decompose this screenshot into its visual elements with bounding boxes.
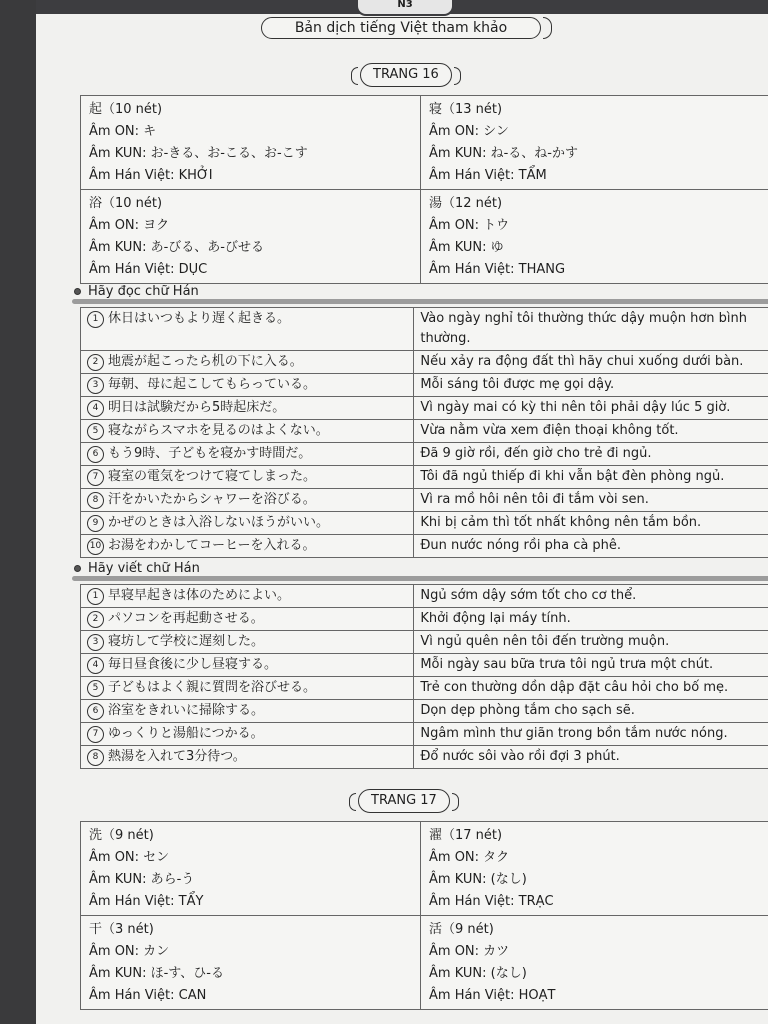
table-row [81, 631, 768, 654]
kanji-card [81, 822, 421, 916]
vi-translation: Đun nước nóng rồi pha cà phê. [414, 535, 768, 558]
jp-sentence-cell [81, 535, 414, 558]
vi-translation: Dọn dẹp phòng tắm cho sạch sẽ. [414, 700, 768, 723]
kanji-head: 活（9 nét) [429, 922, 494, 937]
jp-sentence-cell [81, 512, 414, 535]
item-number: 9 [87, 515, 104, 532]
jp-sentence-cell [81, 466, 414, 489]
jp-sentence: ゆっくりと湯船につかる。 [108, 726, 264, 741]
table-row [81, 723, 768, 746]
table-row [81, 677, 768, 700]
page-header-title: Bản dịch tiếng Việt tham khảo [261, 17, 541, 39]
item-number: 1 [87, 311, 104, 328]
reading-table-body [81, 308, 768, 558]
reading-table [80, 307, 768, 558]
jp-sentence-cell [81, 677, 414, 700]
kanji-grid-17 [80, 821, 768, 1010]
kanji-head: 湯（12 nét) [429, 196, 503, 211]
jp-sentence: 休日はいつもより遅く起きる。 [108, 311, 291, 326]
section-title-reading [72, 284, 768, 300]
jp-sentence-cell [81, 397, 414, 420]
jp-sentence: 早寝早起きは体のためによい。 [108, 588, 291, 603]
vi-translation: Nếu xảy ra động đất thì hãy chui xuống dưới bàn. [414, 351, 768, 374]
vi-translation: Vào ngày nghỉ tôi thường thức dậy muộn hơn bình thường. [414, 308, 768, 351]
jp-sentence-cell [81, 585, 414, 608]
table-row [81, 420, 768, 443]
item-number: 7 [87, 469, 104, 486]
bullet-icon [74, 565, 81, 572]
item-number: 1 [87, 588, 104, 605]
vi-translation: Đổ nước sôi vào rồi đợi 3 phút. [414, 746, 768, 769]
jp-sentence: 浴室をきれいに掃除する。 [108, 703, 265, 718]
jp-sentence-cell [81, 631, 414, 654]
jp-sentence: 子どもはよく親に質問を浴びせる。 [108, 680, 317, 695]
item-number: 3 [87, 377, 104, 394]
table-row [81, 700, 768, 723]
kanji-card [421, 822, 768, 916]
kanji-head: 洗（9 nét) [89, 828, 154, 843]
jp-sentence-cell [81, 608, 414, 631]
item-number: 5 [87, 423, 104, 440]
jp-sentence-cell [81, 654, 414, 677]
jp-sentence: 地震が起こったら机の下に入る。 [108, 354, 303, 369]
writing-table-body [81, 585, 768, 769]
vi-translation: Khi bị cảm thì tốt nhất không nên tắm bồn. [414, 512, 768, 535]
kanji-hanviet: Âm Hán Việt: TẨY [89, 894, 204, 909]
item-number: 2 [87, 611, 104, 628]
workbook-page [36, 0, 768, 1024]
vi-translation: Ngủ sớm dậy sớm tốt cho cơ thể. [414, 585, 768, 608]
table-row [81, 443, 768, 466]
kanji-head: 起（10 nét) [89, 102, 163, 117]
jp-sentence: 毎日昼食後に少し昼寝する。 [108, 657, 278, 672]
item-number: 8 [87, 749, 104, 766]
table-row [81, 374, 768, 397]
kanji-head: 濯（17 nét) [429, 828, 503, 843]
jp-sentence-cell [81, 420, 414, 443]
section-bar [72, 299, 768, 304]
vi-translation: Vừa nằm vừa xem điện thoại không tốt. [414, 420, 768, 443]
kanji-card [81, 190, 421, 283]
kanji-hanviet: Âm Hán Việt: HOẠT [429, 988, 556, 1003]
jp-sentence-cell [81, 700, 414, 723]
section-title-text: Hãy viết chữ Hán [88, 561, 200, 576]
level-badge: N3 [356, 0, 454, 16]
kanji-grid-16 [80, 95, 768, 284]
kanji-on: Âm ON: セン [89, 850, 170, 865]
item-number: 5 [87, 680, 104, 697]
kanji-on: Âm ON: トウ [429, 218, 510, 233]
vi-translation: Mỗi sáng tôi được mẹ gọi dậy. [414, 374, 768, 397]
vi-translation: Khởi động lại máy tính. [414, 608, 768, 631]
kanji-on: Âm ON: キ [89, 124, 157, 139]
item-number: 8 [87, 492, 104, 509]
vi-translation: Trẻ con thường dồn dập đặt câu hỏi cho bố mẹ. [414, 677, 768, 700]
table-row [81, 654, 768, 677]
jp-sentence: もう9時、子どもを寝かす時間だ。 [108, 446, 312, 461]
item-number: 6 [87, 703, 104, 720]
jp-sentence-cell [81, 351, 414, 374]
vi-translation: Vì ngủ quên nên tôi đến trường muộn. [414, 631, 768, 654]
jp-sentence: かぜのときは入浴しないほうがいい。 [108, 515, 330, 530]
vi-translation: Vì ngày mai có kỳ thi nên tôi phải dậy lúc 5 giờ. [414, 397, 768, 420]
item-number: 4 [87, 657, 104, 674]
kanji-kun: Âm KUN: あ-びる、あ-びせる [89, 240, 264, 255]
table-row [81, 535, 768, 558]
table-row [81, 512, 768, 535]
kanji-on: Âm ON: シン [429, 124, 509, 139]
kanji-kun: Âm KUN: (なし) [429, 966, 527, 981]
jp-sentence-cell [81, 746, 414, 769]
jp-sentence-cell [81, 443, 414, 466]
jp-sentence-cell [81, 489, 414, 512]
item-number: 7 [87, 726, 104, 743]
kanji-hanviet: Âm Hán Việt: CAN [89, 988, 207, 1003]
writing-table [80, 584, 768, 769]
kanji-card [421, 916, 768, 1009]
table-row [81, 351, 768, 374]
kanji-head: 浴（10 nét) [89, 196, 163, 211]
jp-sentence: 寝坊して学校に遅刻した。 [108, 634, 265, 649]
vi-translation: Vì ra mồ hôi nên tôi đi tắm vòi sen. [414, 489, 768, 512]
kanji-kun: Âm KUN: ゆ [429, 240, 504, 255]
vi-translation: Mỗi ngày sau bữa trưa tôi ngủ trưa một chút. [414, 654, 768, 677]
table-row [81, 746, 768, 769]
page-label-17: TRANG 17 [358, 789, 450, 813]
kanji-on: Âm ON: カン [89, 944, 170, 959]
table-row [81, 585, 768, 608]
section-title-writing [72, 561, 768, 577]
table-row [81, 489, 768, 512]
kanji-hanviet: Âm Hán Việt: THANG [429, 262, 566, 277]
kanji-kun: Âm KUN: (なし) [429, 872, 527, 887]
table-row [81, 608, 768, 631]
kanji-hanviet: Âm Hán Việt: TẨM [429, 168, 547, 183]
kanji-kun: Âm KUN: ね-る、ね-かす [429, 146, 578, 161]
page-label-16: TRANG 16 [360, 63, 452, 87]
jp-sentence-cell [81, 723, 414, 746]
jp-sentence: 寝ながらスマホを見るのはよくない。 [108, 423, 329, 438]
kanji-hanviet: Âm Hán Việt: DỤC [89, 262, 208, 277]
item-number: 4 [87, 400, 104, 417]
jp-sentence: 汗をかいたからシャワーを浴びる。 [108, 492, 316, 507]
kanji-card [421, 190, 768, 283]
kanji-on: Âm ON: ヨク [89, 218, 170, 233]
table-row [81, 466, 768, 489]
kanji-hanviet: Âm Hán Việt: TRẠC [429, 894, 554, 909]
kanji-on: Âm ON: タク [429, 850, 510, 865]
jp-sentence: 寝室の電気をつけて寝てしまった。 [108, 469, 317, 484]
kanji-hanviet: Âm Hán Việt: KHỞI [89, 168, 213, 183]
kanji-card [81, 96, 421, 190]
jp-sentence: 熱湯を入れて3分待つ。 [108, 749, 246, 764]
kanji-card [421, 96, 768, 190]
item-number: 3 [87, 634, 104, 651]
jp-sentence: 明日は試験だから5時起床だ。 [108, 400, 286, 415]
jp-sentence: 毎朝、母に起こしてもらっている。 [108, 377, 317, 392]
vi-translation: Ngâm mình thư giãn trong bồn tắm nước nóng. [414, 723, 768, 746]
section-title-text: Hãy đọc chữ Hán [88, 284, 199, 299]
kanji-kun: Âm KUN: あら-う [89, 872, 195, 887]
kanji-kun: Âm KUN: お-きる、お-こる、お-こす [89, 146, 308, 161]
kanji-kun: Âm KUN: ほ-す、ひ-る [89, 966, 224, 981]
vi-translation: Tôi đã ngủ thiếp đi khi vẫn bật đèn phòng ngủ. [414, 466, 768, 489]
jp-sentence: お湯をわかしてコーヒーを入れる。 [108, 538, 316, 553]
jp-sentence-cell [81, 308, 414, 351]
kanji-head: 寝（13 nét) [429, 102, 503, 117]
kanji-head: 干（3 nét) [89, 922, 154, 937]
kanji-card [81, 916, 421, 1009]
vi-translation: Đã 9 giờ rồi, đến giờ cho trẻ đi ngủ. [414, 443, 768, 466]
item-number: 2 [87, 354, 104, 371]
table-row [81, 397, 768, 420]
jp-sentence-cell [81, 374, 414, 397]
section-bar [72, 576, 768, 581]
item-number: 6 [87, 446, 104, 463]
bullet-icon [74, 288, 81, 295]
jp-sentence: パソコンを再起動させる。 [108, 611, 264, 626]
table-row [81, 308, 768, 351]
kanji-on: Âm ON: カツ [429, 944, 510, 959]
item-number: 10 [87, 538, 104, 555]
